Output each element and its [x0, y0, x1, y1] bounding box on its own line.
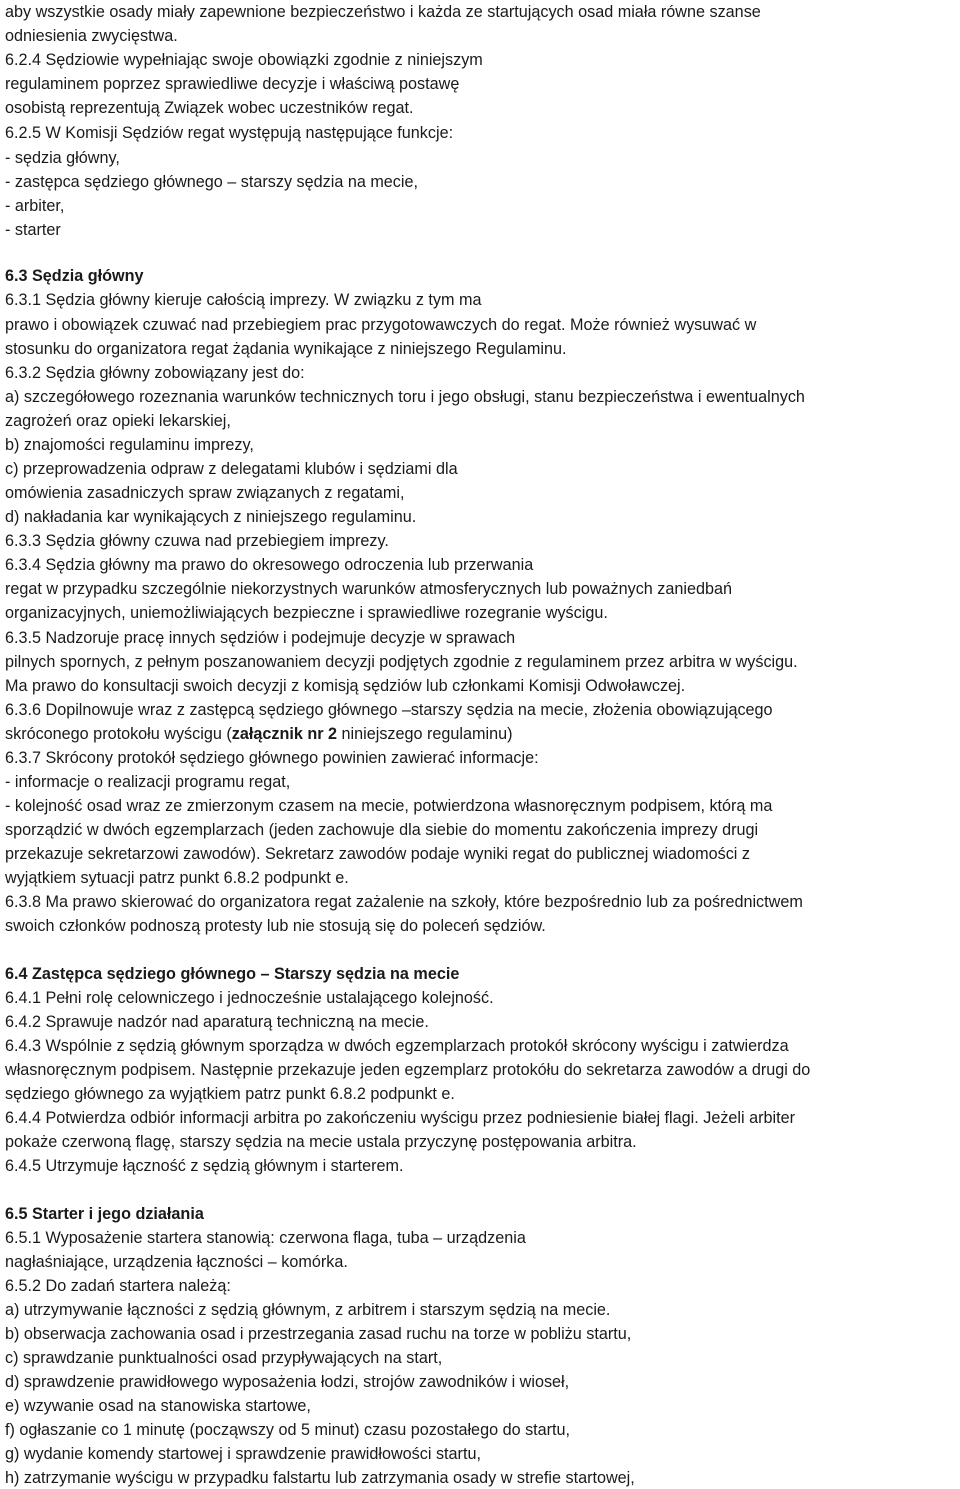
- section-heading: 6.5 Starter i jego działania: [5, 1205, 204, 1223]
- attachment-reference: załącznik nr 2: [231, 725, 338, 743]
- section-heading: 6.4 Zastępca sędziego głównego – Starszy sędzia na mecie: [5, 965, 460, 983]
- text-line: przekazuje sekretarzowi zawodów). Sekretarz zawodów podaje wyniki regat do publicznej wiadomości z: [5, 845, 750, 863]
- text-line: własnoręcznym podpisem. Następnie przekazuje jeden egzemplarz protokółu do sekretarza zawodów a drugi do: [5, 1061, 811, 1079]
- text-line: regat w przypadku szczególnie niekorzystnych warunków atmosferycznych lub poważnych zaniedbań: [5, 580, 733, 598]
- text-line: a) szczegółowego rozeznania warunków technicznych toru i jego obsługi, stanu bezpieczeństwa i ewentualnych: [5, 388, 805, 406]
- text-line: b) znajomości regulaminu imprezy,: [5, 436, 254, 454]
- text-line: c) przeprowadzenia odpraw z delegatami klubów i sędziami dla: [5, 460, 458, 478]
- text-line: 6.4.5 Utrzymuje łączność z sędzią głównym i starterem.: [5, 1157, 404, 1175]
- text-line: 6.4.1 Pełni rolę celowniczego i jednocześnie ustalającego kolejność.: [5, 989, 494, 1007]
- text-line: 6.3.6 Dopilnowuje wraz z zastępcą sędziego głównego –starszy sędzia na mecie, złożenia obowiązującego: [5, 701, 773, 719]
- text-line: 6.2.4 Sędziowie wypełniając swoje obowiązki zgodnie z niniejszym: [5, 51, 483, 69]
- section-heading: 6.3 Sędzia główny: [5, 267, 144, 285]
- text-line: regulaminem poprzez sprawiedliwe decyzje i właściwą postawę: [5, 75, 460, 93]
- text-line: g) wydanie komendy startowej i sprawdzenie prawidłowości startu,: [5, 1445, 481, 1463]
- text-line: sędziego głównego za wyjątkiem patrz punkt 6.8.2 podpunkt e.: [5, 1085, 455, 1103]
- text-segment: niniejszego regulaminu): [337, 725, 513, 743]
- text-line: odniesienia zwycięstwa.: [5, 27, 178, 45]
- text-line: 6.3.7 Skrócony protokół sędziego głównego powinien zawierać informacje:: [5, 749, 539, 767]
- text-line: wyjątkiem sytuacji patrz punkt 6.8.2 podpunkt e.: [5, 869, 349, 887]
- text-line: a) utrzymywanie łączności z sędzią głównym, z arbitrem i starszym sędzią na mecie.: [5, 1301, 611, 1319]
- text-segment: skróconego protokołu wyścigu (: [5, 725, 232, 743]
- text-line: pokaże czerwoną flagę, starszy sędzia na mecie ustala przyczynę postępowania arbitra.: [5, 1133, 637, 1151]
- text-line: - sędzia główny,: [5, 149, 120, 167]
- text-line: 6.5.2 Do zadań startera należą:: [5, 1277, 231, 1295]
- text-line: omówienia zasadniczych spraw związanych z regatami,: [5, 484, 405, 502]
- text-line: e) wzywanie osad na stanowiska startowe,: [5, 1397, 311, 1415]
- text-line: 6.4.4 Potwierdza odbiór informacji arbitra po zakończeniu wyścigu przez podniesienie białej flagi. Jeżeli arbiter: [5, 1109, 796, 1127]
- text-line: nagłaśniające, urządzenia łączności – komórka.: [5, 1253, 348, 1271]
- text-line: 6.3.8 Ma prawo skierować do organizatora regat zażalenie na szkoły, które bezpośrednio lub za pośrednictwem: [5, 893, 803, 911]
- text-line: 6.2.5 W Komisji Sędziów regat występują następujące funkcje:: [5, 124, 454, 142]
- text-line: 6.3.4 Sędzia główny ma prawo do okresowego odroczenia lub przerwania: [5, 556, 534, 574]
- text-line: d) sprawdzenie prawidłowego wyposażenia łodzi, strojów zawodników i wioseł,: [5, 1373, 570, 1391]
- text-line: - arbiter,: [5, 197, 65, 215]
- text-line: - zastępca sędziego głównego – starszy sędzia na mecie,: [5, 173, 419, 191]
- text-line: zagrożeń oraz opieki lekarskiej,: [5, 412, 231, 430]
- text-line: 6.3.1 Sędzia główny kieruje całością imprezy. W związku z tym ma: [5, 291, 482, 309]
- text-line: - kolejność osad wraz ze zmierzonym czasem na mecie, potwierdzona własnoręcznym podpisem, którą ma: [5, 797, 773, 815]
- text-line: prawo i obowiązek czuwać nad przebiegiem prac przygotowawczych do regat. Może również wysuwać w: [5, 316, 757, 334]
- text-line: aby wszystkie osady miały zapewnione bezpieczeństwo i każda ze startujących osad miała równe szanse: [5, 3, 761, 21]
- text-line: c) sprawdzanie punktualności osad przypływających na start,: [5, 1349, 443, 1367]
- text-line: 6.4.3 Wspólnie z sędzią głównym sporządza w dwóch egzemplarzach protokół skrócony wyścigu i zatwierdza: [5, 1037, 789, 1055]
- text-line: h) zatrzymanie wyścigu w przypadku falstartu lub zatrzymania osady w strefie startowej,: [5, 1469, 635, 1487]
- text-line: swoich członków podnoszą protesty lub nie stosują się do poleceń sędziów.: [5, 917, 546, 935]
- text-line: organizacyjnych, uniemożliwiających bezpieczne i sprawiedliwe rozegranie wyścigu.: [5, 604, 608, 622]
- text-line: stosunku do organizatora regat żądania wynikające z niniejszego Regulaminu.: [5, 340, 567, 358]
- text-line: b) obserwacja zachowania osad i przestrzegania zasad ruchu na torze w pobliżu startu,: [5, 1325, 632, 1343]
- text-line: d) nakładania kar wynikających z niniejszego regulaminu.: [5, 508, 417, 526]
- text-line: pilnych spornych, z pełnym poszanowaniem decyzji podjętych zgodnie z regulaminem przez arbitra w wyścigu.: [5, 653, 798, 671]
- text-line: 6.3.2 Sędzia główny zobowiązany jest do:: [5, 364, 305, 382]
- text-line: osobistą reprezentują Związek wobec uczestników regat.: [5, 99, 414, 117]
- text-line: 6.5.1 Wyposażenie startera stanowią: czerwona flaga, tuba – urządzenia: [5, 1229, 526, 1247]
- text-line: [5, 724, 960, 744]
- text-line: 6.4.2 Sprawuje nadzór nad aparaturą techniczną na mecie.: [5, 1013, 429, 1031]
- text-line: Ma prawo do konsultacji swoich decyzji z komisją sędziów lub członkami Komisji Odwoławczej.: [5, 677, 686, 695]
- text-line: f) ogłaszanie co 1 minutę (począwszy od 5 minut) czasu pozostałego do startu,: [5, 1421, 571, 1439]
- text-line: - starter: [5, 221, 61, 239]
- text-line: 6.3.3 Sędzia główny czuwa nad przebiegiem imprezy.: [5, 532, 389, 550]
- text-line: - informacje o realizacji programu regat,: [5, 773, 291, 791]
- text-line: 6.3.5 Nadzoruje pracę innych sędziów i podejmuje decyzje w sprawach: [5, 629, 516, 647]
- text-line: sporządzić w dwóch egzemplarzach (jeden zachowuje dla siebie do momentu zakończenia imprezy drugi: [5, 821, 759, 839]
